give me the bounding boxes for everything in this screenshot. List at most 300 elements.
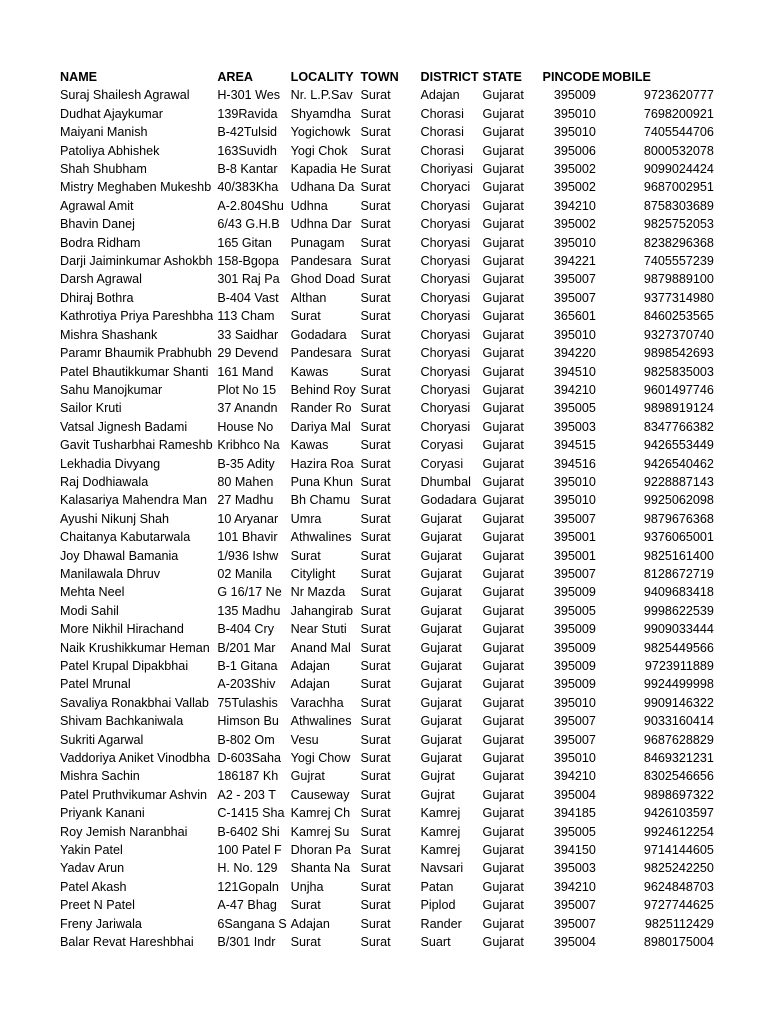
locality-cell: Gujrat (290, 769, 325, 784)
table-row (0, 933, 718, 951)
pincode-cell: 394210 (553, 198, 596, 213)
mobile-cell: 9377314980 (643, 290, 714, 305)
state-cell: Gujarat (482, 88, 524, 103)
mobile-cell: 8980175004 (643, 935, 714, 950)
town-cell: Surat (360, 88, 391, 103)
locality-cell: Udhana Da (290, 180, 355, 195)
district-cell: Kamrej (420, 806, 461, 821)
pincode-cell: 395009 (553, 622, 596, 637)
mobile-cell: 9228887143 (643, 474, 714, 489)
locality-cell: Kamrej Ch (290, 806, 351, 821)
district-cell: Choryasi (420, 217, 471, 232)
locality-cell: Godadara (290, 327, 347, 342)
name-cell: Shivam Bachkaniwala (60, 714, 184, 729)
table-row (0, 731, 718, 749)
pincode-cell: 394220 (553, 346, 596, 361)
pincode-cell: 394150 (553, 843, 596, 858)
header-town: TOWN (360, 70, 399, 84)
state-cell: Gujarat (482, 898, 524, 913)
area-cell: H. No. 129 (217, 861, 278, 876)
name-cell: Preet N Patel (60, 898, 135, 913)
district-cell: Gujarat (420, 732, 462, 747)
state-cell: Gujarat (482, 695, 524, 710)
name-cell: Priyank Kanani (60, 806, 145, 821)
name-cell: Chaitanya Kabutarwala (60, 530, 191, 545)
district-cell: Choriyasi (420, 162, 473, 177)
locality-cell: Varachha (290, 695, 344, 710)
pincode-cell: 395010 (553, 751, 596, 766)
table-row (0, 878, 718, 896)
town-cell: Surat (360, 327, 391, 342)
mobile-cell: 8460253565 (643, 309, 714, 324)
mobile-cell: 9714144605 (643, 843, 714, 858)
town-cell: Surat (360, 382, 391, 397)
town-cell: Surat (360, 806, 391, 821)
area-cell: D-603Saha (217, 751, 282, 766)
name-cell: Patel Akash (60, 879, 127, 894)
name-cell: Vaddoriya Aniket Vinodbha (60, 751, 211, 766)
header-name: NAME (60, 70, 98, 84)
mobile-cell: 9426553449 (643, 438, 714, 453)
locality-cell: Surat (290, 935, 321, 950)
town-cell: Surat (360, 585, 391, 600)
state-cell: Gujarat (482, 162, 524, 177)
locality-cell: Punagam (290, 235, 345, 250)
district-cell: Gujarat (420, 677, 462, 692)
state-cell: Gujarat (482, 143, 524, 158)
district-cell: Coryasi (420, 456, 464, 471)
mobile-cell: 9033160414 (643, 714, 714, 729)
town-cell: Surat (360, 106, 391, 121)
pincode-cell: 395010 (553, 327, 596, 342)
locality-cell: Nr Mazda (290, 585, 346, 600)
table-row (0, 859, 718, 877)
locality-cell: Causeway (290, 787, 350, 802)
pincode-cell: 394510 (553, 364, 596, 379)
table-row (0, 491, 718, 509)
table-row (0, 565, 718, 583)
state-cell: Gujarat (482, 180, 524, 195)
area-cell: B-6402 Shi (217, 824, 280, 839)
district-cell: Choryasi (420, 254, 471, 269)
state-cell: Gujarat (482, 530, 524, 545)
district-cell: Gujarat (420, 585, 462, 600)
name-cell: Agrawal Amit (60, 198, 134, 213)
district-cell: Godadara (420, 493, 477, 508)
pincode-cell: 394516 (553, 456, 596, 471)
district-cell: Gujarat (420, 566, 462, 581)
district-cell: Rander (420, 916, 462, 931)
state-cell: Gujarat (482, 401, 524, 416)
district-cell: Kamrej (420, 843, 461, 858)
locality-cell: Vesu (290, 732, 319, 747)
name-cell: Raj Dodhiawala (60, 474, 149, 489)
mobile-cell: 9879889100 (643, 272, 714, 287)
state-cell: Gujarat (482, 493, 524, 508)
state-cell: Gujarat (482, 640, 524, 655)
pincode-cell: 395005 (553, 603, 596, 618)
district-cell: Coryasi (420, 438, 464, 453)
state-cell: Gujarat (482, 787, 524, 802)
pincode-cell: 395002 (553, 217, 596, 232)
pincode-cell: 395010 (553, 474, 596, 489)
locality-cell: Udhna Dar (290, 217, 352, 232)
state-cell: Gujarat (482, 290, 524, 305)
locality-cell: Near Stuti (290, 622, 347, 637)
pincode-cell: 394210 (553, 879, 596, 894)
state-cell: Gujarat (482, 879, 524, 894)
pincode-cell: 395007 (553, 898, 596, 913)
pincode-cell: 394210 (553, 382, 596, 397)
name-cell: Gavit Tusharbhai Rameshb (60, 438, 213, 453)
town-cell: Surat (360, 401, 391, 416)
area-cell: 165 Gitan (217, 235, 272, 250)
town-cell: Surat (360, 566, 391, 581)
locality-cell: Dhoran Pa (290, 843, 351, 858)
name-cell: Patel Pruthvikumar Ashvin (60, 787, 207, 802)
area-cell: 40/383Kha (217, 180, 279, 195)
name-cell: Vatsal Jignesh Badami (60, 419, 188, 434)
pincode-cell: 394185 (553, 806, 596, 821)
area-cell: A-2.804Shu (217, 198, 284, 213)
pincode-cell: 395007 (553, 714, 596, 729)
town-cell: Surat (360, 290, 391, 305)
town-cell: Surat (360, 603, 391, 618)
table-row (0, 160, 718, 178)
locality-cell: Althan (290, 290, 327, 305)
name-cell: Kalasariya Mahendra Man (60, 493, 208, 508)
pincode-cell: 395004 (553, 787, 596, 802)
name-cell: Joy Dhawal Bamania (60, 548, 179, 563)
town-cell: Surat (360, 162, 391, 177)
area-cell: 10 Aryanar (217, 511, 279, 526)
town-cell: Surat (360, 861, 391, 876)
area-cell: 37 Anandn (217, 401, 278, 416)
state-cell: Gujarat (482, 843, 524, 858)
table-row (0, 399, 718, 417)
town-cell: Surat (360, 935, 391, 950)
district-cell: Choryasi (420, 309, 471, 324)
name-cell: Paramr Bhaumik Prabhubh (60, 346, 212, 361)
table-row (0, 123, 718, 141)
table-row (0, 86, 718, 104)
state-cell: Gujarat (482, 603, 524, 618)
locality-cell: Citylight (290, 566, 336, 581)
district-cell: Gujarat (420, 622, 462, 637)
district-cell: Choryaci (420, 180, 471, 195)
locality-cell: Kawas (290, 364, 329, 379)
header-district: DISTRICT (420, 70, 479, 84)
town-cell: Surat (360, 438, 391, 453)
state-cell: Gujarat (482, 364, 524, 379)
district-cell: Chorasi (420, 125, 464, 140)
town-cell: Surat (360, 272, 391, 287)
pincode-cell: 395002 (553, 180, 596, 195)
table-row (0, 896, 718, 914)
table-body (0, 86, 718, 951)
pincode-cell: 395009 (553, 585, 596, 600)
mobile-cell: 9924612254 (643, 824, 714, 839)
area-cell: A-47 Bhag (217, 898, 277, 913)
table-row (0, 583, 718, 601)
district-cell: Gujarat (420, 751, 462, 766)
mobile-cell: 9925062098 (643, 493, 714, 508)
table-row (0, 142, 718, 160)
state-cell: Gujarat (482, 106, 524, 121)
name-cell: Dhiraj Bothra (60, 290, 134, 305)
header-state: STATE (482, 70, 522, 84)
state-cell: Gujarat (482, 585, 524, 600)
area-cell: 101 Bhavir (217, 530, 278, 545)
pincode-cell: 395005 (553, 401, 596, 416)
table-row (0, 915, 718, 933)
table-row (0, 675, 718, 693)
area-cell: Plot No 15 (217, 382, 277, 397)
area-cell: 161 Mand (217, 364, 274, 379)
name-cell: Kathrotiya Priya Pareshbha (60, 309, 214, 324)
district-cell: Gujarat (420, 695, 462, 710)
pincode-cell: 395009 (553, 88, 596, 103)
mobile-cell: 9898542693 (643, 346, 714, 361)
name-cell: Dudhat Ajaykumar (60, 106, 163, 121)
state-cell: Gujarat (482, 254, 524, 269)
town-cell: Surat (360, 879, 391, 894)
state-cell: Gujarat (482, 346, 524, 361)
mobile-cell: 8347766382 (643, 419, 714, 434)
district-cell: Dhumbal (420, 474, 471, 489)
pincode-cell: 395005 (553, 824, 596, 839)
district-cell: Gujrat (420, 787, 455, 802)
name-cell: Mishra Sachin (60, 769, 140, 784)
mobile-cell: 9376065001 (643, 530, 714, 545)
table-row (0, 455, 718, 473)
district-cell: Adajan (420, 88, 460, 103)
name-cell: Yadav Arun (60, 861, 125, 876)
name-cell: Mistry Meghaben Mukeshb (60, 180, 212, 195)
state-cell: Gujarat (482, 935, 524, 950)
district-cell: Gujarat (420, 714, 462, 729)
locality-cell: Surat (290, 898, 321, 913)
mobile-cell: 9825449566 (643, 640, 714, 655)
locality-cell: Adajan (290, 916, 330, 931)
state-cell: Gujarat (482, 419, 524, 434)
mobile-cell: 9825242250 (643, 861, 714, 876)
state-cell: Gujarat (482, 769, 524, 784)
mobile-cell: 8238296368 (643, 235, 714, 250)
state-cell: Gujarat (482, 861, 524, 876)
name-cell: Freny Jariwala (60, 916, 142, 931)
name-cell: Bhavin Danej (60, 217, 135, 232)
header-locality: LOCALITY (290, 70, 354, 84)
table-row (0, 841, 718, 859)
name-cell: Sukriti Agarwal (60, 732, 144, 747)
mobile-cell: 8758303689 (643, 198, 714, 213)
locality-cell: Behind Roy (290, 382, 356, 397)
pincode-cell: 395007 (553, 732, 596, 747)
pincode-cell: 395001 (553, 530, 596, 545)
town-cell: Surat (360, 254, 391, 269)
area-cell: B-802 Om (217, 732, 275, 747)
state-cell: Gujarat (482, 327, 524, 342)
town-cell: Surat (360, 456, 391, 471)
area-cell: 02 Manila (217, 566, 272, 581)
name-cell: Yakin Patel (60, 843, 123, 858)
district-cell: Gujarat (420, 603, 462, 618)
mobile-cell: 8128672719 (643, 566, 714, 581)
area-cell: A2 - 203 T (217, 787, 276, 802)
mobile-cell: 9825161400 (643, 548, 714, 563)
locality-cell: Kawas (290, 438, 329, 453)
name-cell: Mishra Shashank (60, 327, 158, 342)
town-cell: Surat (360, 824, 391, 839)
state-cell: Gujarat (482, 548, 524, 563)
area-cell: B-404 Vast (217, 290, 279, 305)
mobile-cell: 7405544706 (643, 125, 714, 140)
name-cell: Maiyani Manish (60, 125, 148, 140)
name-cell: More Nikhil Hirachand (60, 622, 184, 637)
mobile-cell: 9687002951 (643, 180, 714, 195)
area-cell: 135 Madhu (217, 603, 281, 618)
district-cell: Patan (420, 879, 454, 894)
area-cell: B/201 Mar (217, 640, 276, 655)
name-cell: Darji Jaiminkumar Ashokbh (60, 254, 213, 269)
town-cell: Surat (360, 622, 391, 637)
state-cell: Gujarat (482, 511, 524, 526)
mobile-cell: 9998622539 (643, 603, 714, 618)
state-cell: Gujarat (482, 456, 524, 471)
area-cell: 80 Mahen (217, 474, 274, 489)
area-cell: 29 Devend (217, 346, 279, 361)
state-cell: Gujarat (482, 916, 524, 931)
area-cell: B-35 Adity (217, 456, 275, 471)
area-cell: 158-Bgopa (217, 254, 279, 269)
mobile-cell: 9909146322 (643, 695, 714, 710)
area-cell: B-1 Gitana (217, 659, 278, 673)
town-cell: Surat (360, 916, 391, 931)
town-cell: Surat (360, 143, 391, 158)
table-row (0, 178, 718, 196)
locality-cell: Bh Chamu (290, 493, 351, 508)
town-cell: Surat (360, 474, 391, 489)
district-cell: Suart (420, 935, 451, 950)
mobile-cell: 9879676368 (643, 511, 714, 526)
district-cell: Choryasi (420, 272, 471, 287)
locality-cell: Nr. L.P.Sav (290, 88, 353, 103)
table-row (0, 694, 718, 712)
state-cell: Gujarat (482, 382, 524, 397)
name-cell: Patel Bhautikkumar Shanti (60, 364, 209, 379)
name-cell: Balar Revat Hareshbhai (60, 935, 194, 950)
area-cell: 163Suvidh (217, 143, 277, 158)
table-row (0, 620, 718, 638)
locality-cell: Yogi Chok (290, 143, 348, 158)
pincode-cell: 395010 (553, 493, 596, 508)
state-cell: Gujarat (482, 806, 524, 821)
area-cell: 301 Raj Pa (217, 272, 280, 287)
area-cell: 33 Saidhar (217, 327, 279, 342)
area-cell: 100 Patel F (217, 843, 282, 858)
district-cell: Chorasi (420, 143, 464, 158)
town-cell: Surat (360, 695, 391, 710)
area-cell: 75Tulashis (217, 695, 278, 710)
town-cell: Surat (360, 493, 391, 508)
area-cell: 27 Madhu (217, 493, 274, 508)
table-row (0, 712, 718, 730)
pincode-cell: 394210 (553, 769, 596, 784)
pincode-cell: 395010 (553, 695, 596, 710)
header-mobile: MOBILE (601, 70, 651, 84)
area-cell: B-8 Kantar (217, 162, 278, 177)
locality-cell: Shanta Na (290, 861, 351, 876)
area-cell: B-404 Cry (217, 622, 275, 637)
locality-cell: Unjha (290, 879, 324, 894)
mobile-cell: 9723911889 (644, 659, 714, 673)
table-row (0, 234, 718, 252)
area-cell: 6/43 G.H.B (217, 217, 280, 232)
locality-cell: Rander Ro (290, 401, 352, 416)
name-cell: Ayushi Nikunj Shah (60, 511, 169, 526)
name-cell: Patoliya Abhishek (60, 143, 160, 158)
district-cell: Navsari (420, 861, 464, 876)
state-cell: Gujarat (482, 659, 524, 673)
pincode-cell: 394221 (553, 254, 596, 269)
name-cell: Suraj Shailesh Agrawal (60, 88, 190, 103)
mobile-cell: 8302546656 (643, 769, 714, 784)
table-row (0, 418, 718, 436)
table-row (0, 252, 718, 270)
contacts-table (0, 68, 718, 952)
mobile-cell: 7698200921 (643, 106, 714, 121)
district-cell: Choryasi (420, 382, 471, 397)
mobile-cell: 9099024424 (643, 162, 714, 177)
area-cell: 6Sangana S (217, 916, 287, 931)
name-cell: Sahu Manojkumar (60, 382, 163, 397)
area-cell: B/301 Indr (217, 935, 276, 950)
name-cell: Patel Mrunal (60, 677, 131, 692)
state-cell: Gujarat (482, 217, 524, 232)
pincode-cell: 365601 (553, 309, 596, 324)
area-cell: C-1415 Sha (217, 806, 285, 821)
town-cell: Surat (360, 769, 391, 784)
district-cell: Choryasi (420, 198, 471, 213)
district-cell: Choryasi (420, 290, 471, 305)
town-cell: Surat (360, 419, 391, 434)
mobile-cell: 8469321231 (643, 751, 714, 766)
name-cell: Savaliya Ronakbhai Vallab (60, 695, 209, 710)
mobile-cell: 9898697322 (643, 787, 714, 802)
district-cell: Gujarat (420, 530, 462, 545)
pincode-cell: 394515 (553, 438, 596, 453)
district-cell: Choryasi (420, 327, 471, 342)
table-row (0, 657, 718, 675)
town-cell: Surat (360, 787, 391, 802)
name-cell: Darsh Agrawal (60, 272, 142, 287)
table-row (0, 639, 718, 657)
area-cell: A-203Shiv (217, 677, 276, 692)
name-cell: Bodra Ridham (60, 235, 141, 250)
district-cell: Chorasi (420, 106, 464, 121)
area-cell: Kribhco Na (217, 438, 280, 453)
mobile-cell: 9723620777 (643, 88, 714, 103)
mobile-cell: 8000532078 (643, 143, 714, 158)
name-cell: Sailor Kruti (60, 401, 122, 416)
town-cell: Surat (360, 548, 391, 563)
pincode-cell: 395006 (553, 143, 596, 158)
locality-cell: Anand Mal (290, 640, 351, 655)
state-cell: Gujarat (482, 125, 524, 140)
town-cell: Surat (360, 511, 391, 526)
locality-cell: Kapadia He (290, 162, 357, 177)
